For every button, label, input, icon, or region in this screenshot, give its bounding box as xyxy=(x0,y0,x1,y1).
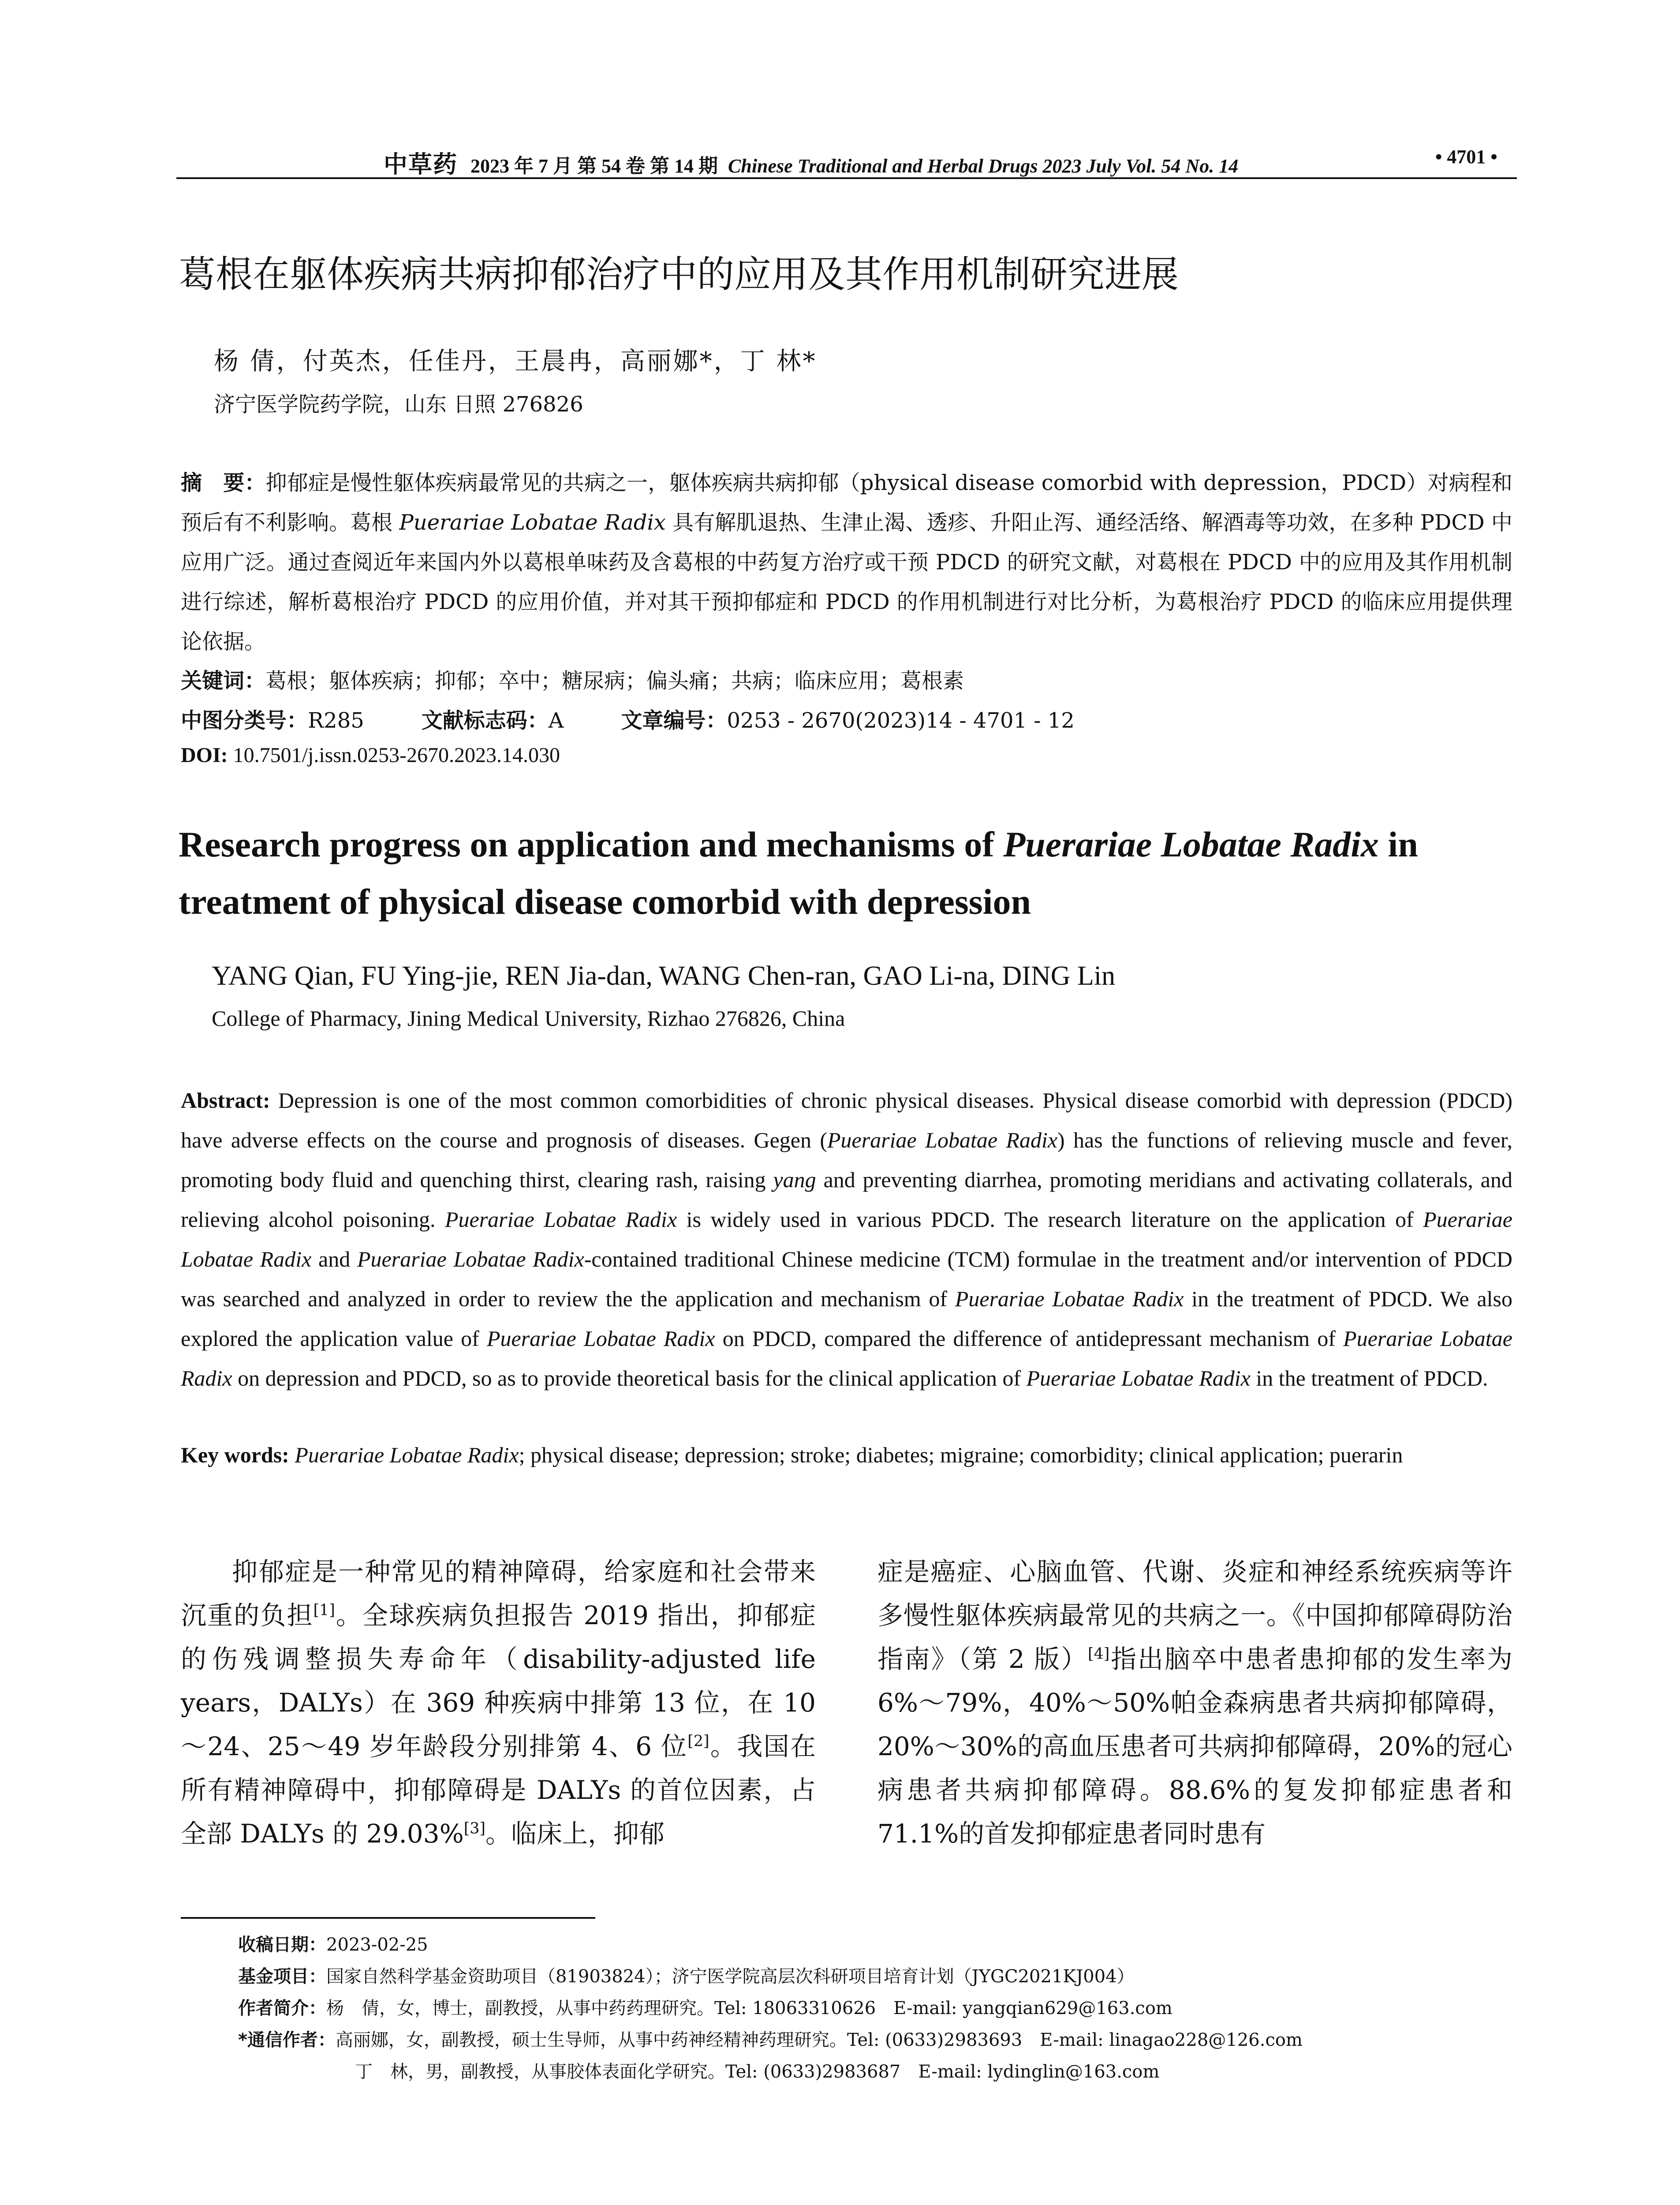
citation: [4] xyxy=(1088,1645,1110,1663)
clc-value: R285 xyxy=(308,708,364,733)
cn-authors: 杨 倩，付英杰，任佳丹，王晨冉，高丽娜*，丁 林* xyxy=(214,347,817,376)
body-column-left xyxy=(181,1550,816,1856)
doi-line xyxy=(181,743,560,767)
latin-name: Puerariae Lobatae Radix xyxy=(444,1207,677,1232)
en-abstract-text: on PDCD, compared the difference of antidepressant mechanism of xyxy=(715,1326,1344,1351)
article-no-label: 文章编号： xyxy=(621,708,727,733)
body-text: 。全球疾病负担报告 2019 指出，抑郁症的伤残调整损失寿命年（disability-adjusted life years，DALYs）在 369 种疾病中排第 13 位，在 10～24、25～49 岁年龄段分别排第 4、6 位 xyxy=(181,1600,816,1761)
cn-classification xyxy=(181,703,1132,734)
en-keywords-text: ; physical disease; depression; stroke; diabetes; migraine; comorbidity; clinical application; puerarin xyxy=(519,1443,1403,1467)
en-abstract-text: ) has the functions of relieving muscle and fever, promoting body fluid and quenching thirst, clearing rash, raising xyxy=(181,1128,1512,1192)
body-text: 。我国在所有精神障碍中，抑郁障碍是 DALYs 的首位因素，占全部 DALYs 的 29.03% xyxy=(181,1731,816,1849)
cn-abstract-label: 摘 要： xyxy=(181,471,266,495)
en-title xyxy=(179,816,1519,931)
en-abstract-text: in the treatment of PDCD. We also explored the application value of xyxy=(181,1286,1512,1351)
article-no-value: 0253 - 2670(2023)14 - 4701 - 12 xyxy=(727,708,1075,733)
doc-code-label: 文献标志码： xyxy=(421,708,549,733)
en-abstract-text: in the treatment of PDCD. xyxy=(1250,1366,1488,1390)
doc-code-value: A xyxy=(548,708,564,733)
footnote-corresponding xyxy=(238,2027,1303,2053)
latin-name: Puerariae Lobatae Radix xyxy=(181,1326,1512,1390)
en-abstract-text: and preventing diarrhea, promoting meridians and activating collaterals, and relieving alcohol poisoning. xyxy=(181,1167,1513,1232)
en-abstract-text: on depression and PDCD, so as to provide theoretical basis for the clinical application of xyxy=(232,1366,1027,1390)
citation: [3] xyxy=(463,1820,486,1838)
cn-abstract xyxy=(181,463,1512,662)
author-label: 作者简介： xyxy=(238,1998,326,2018)
body-text: 抑郁症是一种常见的精神障碍，给家庭和社会带来沉重的负担 xyxy=(181,1557,816,1630)
footnote-rule xyxy=(181,1917,595,1919)
latin-name: Puerariae Lobatae Radix xyxy=(1026,1366,1251,1390)
en-abstract-text: Depression is one of the most common comorbidities of chronic physical diseases. Physical disease comorbid with depression (PDCD) have adverse effects on the course and prognosis of diseases. Gegen ( xyxy=(181,1088,1512,1152)
citation: [2] xyxy=(687,1732,709,1750)
footnote-received xyxy=(238,1932,428,1958)
en-title-latin: Puerariae Lobatae Radix xyxy=(1003,824,1379,864)
body-text: 症是癌症、心脑血管、代谢、炎症和神经系统疾病等许多慢性躯体疾病最常见的共病之一。《中国抑郁障碍防治指南》（第 2 版） xyxy=(877,1557,1512,1674)
cn-keywords-label: 关键词： xyxy=(181,669,266,693)
body-text: 指出脑卒中患者患抑郁的发生率为 6%～79%，40%～50%帕金森病患者共病抑郁障碍，20%～30%的高血压患者可共病抑郁障碍，20%的冠心病患者共病抑郁障碍。88.6%的复发抑郁症患者和 71.1%的首发抑郁症患者同时患有 xyxy=(877,1644,1512,1849)
running-header xyxy=(384,146,1238,179)
author-text: 杨 倩，女，博士，副教授，从事中药药理研究。Tel: 18063310626 E-mail: yangqian629@163.com xyxy=(326,1998,1172,2018)
latin-name: Puerariae Lobatae Radix xyxy=(955,1286,1184,1311)
corresponding-label: *通信作者： xyxy=(238,2030,336,2050)
cn-title: 葛根在躯体疾病共病抑郁治疗中的应用及其作用机制研究进展 xyxy=(179,253,1179,296)
latin-name: Puerariae Lobatae Radix xyxy=(827,1128,1058,1152)
corresponding-text-2: 丁 林，男，副教授，从事胶体表面化学研究。Tel: (0633)2983687 E-mail: lydinglin@163.com xyxy=(355,2062,1160,2082)
article-no-item xyxy=(621,703,1074,734)
footnote-corresponding-2 xyxy=(355,2059,1159,2085)
en-title-part-2: in treatment of physical disease comorbid with depression xyxy=(179,824,1418,922)
citation: [1] xyxy=(313,1601,335,1619)
latin-name: Puerariae Lobatae Radix xyxy=(486,1326,715,1351)
en-abstract-text: and xyxy=(311,1247,357,1271)
cn-abstract-text-2: 具有解肌退热、生津止渴、透疹、升阳止泻、通经活络、解酒毒等功效，在多种 PDCD 中应用广泛。通过查阅近年来国内外以葛根单味药及含葛根的中药复方治疗或干预 PDCD 的研究文献，对葛根在 PDCD 中的应用及其作用机制进行综述，解析葛根治疗 PDCD 的应用价值，并对其干预抑郁症和 PDCD 的作用机制进行对比分析，为葛根治疗 PDCD 的临床应用提供理论依据。 xyxy=(181,510,1513,654)
en-abstract xyxy=(181,1080,1512,1398)
clc-label: 中图分类号： xyxy=(181,708,308,733)
cn-affiliation: 济宁医学院药学院，山东 日照 276826 xyxy=(214,392,583,417)
body-column-right xyxy=(877,1550,1512,1856)
doi-value: 10.7501/j.issn.0253-2670.2023.14.030 xyxy=(228,744,560,767)
footnote-fund xyxy=(238,1963,1135,1990)
cn-abstract-latin: Puerariae Lobatae Radix xyxy=(399,510,666,535)
page-number: • 4701 • xyxy=(1435,146,1497,168)
latin-name: Puerariae Lobatae Radix xyxy=(295,1443,519,1467)
received-date: 2023-02-25 xyxy=(326,1935,428,1955)
yang-term: yang xyxy=(773,1167,816,1192)
en-abstract-text: -contained traditional Chinese medicine (TCM) formulae in the treatment and/or intervention of PDCD was searched and analyzed in order to review the the application and mechanism of xyxy=(181,1247,1512,1311)
clc-item xyxy=(181,703,364,734)
fund-text: 国家自然科学基金资助项目（81903824）；济宁医学院高层次科研项目培育计划（JYGC2021KJ004） xyxy=(326,1966,1135,1987)
cn-keywords-text: 葛根；躯体疾病；抑郁；卒中；糖尿病；偏头痛；共病；临床应用；葛根素 xyxy=(265,669,964,693)
body-text: 。临床上，抑郁 xyxy=(485,1819,665,1849)
en-keywords xyxy=(181,1435,1512,1474)
cn-keywords xyxy=(181,664,964,694)
journal-logo: 中草药 xyxy=(384,150,458,178)
latin-name: Puerariae Lobatae Radix xyxy=(357,1247,584,1271)
en-keywords-label: Key words: xyxy=(181,1443,289,1467)
footnote-author xyxy=(238,1995,1172,2022)
doc-code-item xyxy=(422,703,564,734)
en-affiliation: College of Pharmacy, Jining Medical University, Rizhao 276826, China xyxy=(212,1006,845,1031)
en-abstract-label: Abstract: xyxy=(181,1088,270,1113)
doi-label: DOI: xyxy=(181,744,228,767)
cn-abstract-text-1: 抑郁症是慢性躯体疾病最常见的共病之一，躯体疾病共病抑郁（physical disease comorbid with depression，PDCD）对病程和预后有不利影响。葛根 xyxy=(181,471,1512,535)
corresponding-text: 高丽娜，女，副教授，硕士生导师，从事中药神经精神药理研究。Tel: (0633)2983693 E-mail: linagao228@126.com xyxy=(335,2030,1303,2050)
issue-cn: 2023 年 7 月 第 54 卷 第 14 期 xyxy=(470,155,718,177)
latin-name: Puerariae Lobatae Radix xyxy=(181,1207,1512,1271)
fund-label: 基金项目： xyxy=(238,1966,326,1987)
en-title-part-1: Research progress on application and mechanisms of xyxy=(179,824,1004,864)
en-abstract-text: is widely used in various PDCD. The research literature on the application of xyxy=(677,1207,1423,1232)
received-label: 收稿日期： xyxy=(238,1935,326,1955)
issue-en: Chinese Traditional and Herbal Drugs 2023 July Vol. 54 No. 14 xyxy=(728,155,1239,177)
en-authors: YANG Qian, FU Ying-jie, REN Jia-dan, WANG Chen-ran, GAO Li-na, DING Lin xyxy=(212,961,1116,991)
